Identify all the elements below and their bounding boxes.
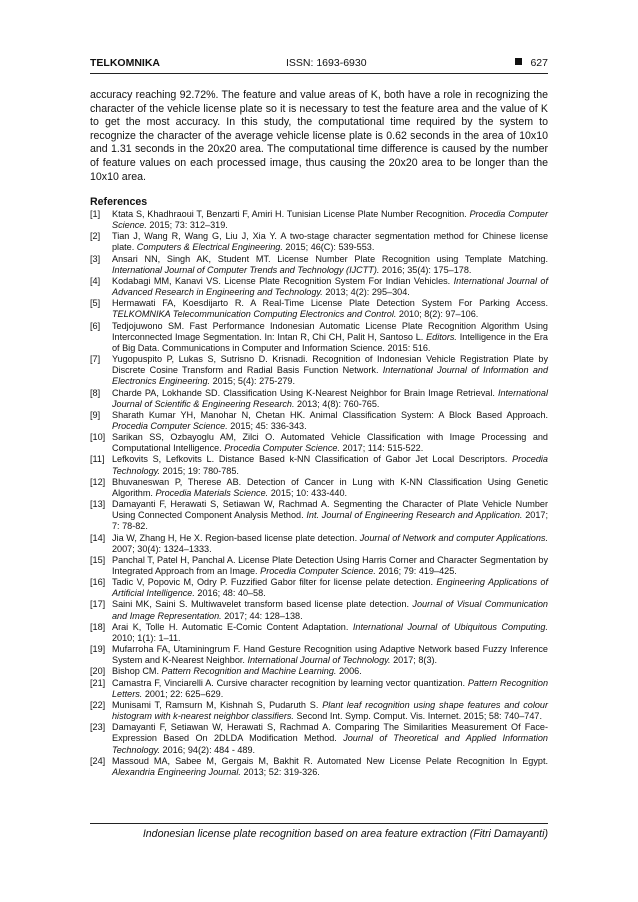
reference-number: [24] [90, 755, 106, 766]
reference-number: [8] [90, 387, 101, 398]
reference-number: [23] [90, 722, 106, 733]
running-title: Indonesian license plate recognition based on area feature extraction (Fitri Damayanti) [142, 828, 548, 840]
reference-text: Lefkovits S, Lefkovits L. Distance Based k-NN Classification of Gabor Jet Local Descriptors. [112, 454, 513, 465]
reference-item [90, 644, 548, 666]
reference-list [90, 209, 548, 778]
reference-item [90, 756, 548, 778]
reference-venue: International Journal of Information and Electronics Engineering. [112, 365, 549, 387]
body-paragraph: accuracy reaching 92.72%. The feature and value areas of K, both have a role in recognizing the character of the vehicle license plate so it is necessary to test the feature area and the value of K to get the most accuracy. In this study, the computational time required by the system to recognize the character of the average vehicle license plate is 0.62 seconds in the area of 10x10 and 1.31 seconds in the 20x20 area. The computational time difference is caused by the number of feature values on each processed image, thus causing the 20x20 area to be longer than the 10x10 area. [90, 89, 548, 183]
reference-details: Intelligence in the Era of Big Data. Communications in Computer and Information Science. 2015: 516. [112, 331, 548, 353]
reference-details: 2015; 73: 312–319. [146, 220, 228, 231]
reference-text: Massoud MA, Sabee M, Gergais M, Bakhit R. Automated New License Pelate Recognition In Egypt. [112, 755, 548, 766]
reference-venue: Journal of Theoretical and Applied Information Technology. [112, 733, 548, 755]
reference-item [90, 666, 548, 677]
reference-details: 2006. [336, 666, 362, 677]
reference-item [90, 577, 548, 599]
reference-number: [12] [90, 476, 106, 487]
reference-venue: Int. Journal of Engineering Research and Application. [306, 510, 523, 521]
reference-number: [13] [90, 499, 106, 510]
reference-item [90, 276, 548, 298]
reference-venue: Alexandria Engineering Journal. [112, 766, 241, 777]
reference-text: Damayanti F, Setiawan W, Herawati S, Rachmad A. Comparing The Similarities Measurement Of Face- Expression Based On 2DLDA Modification Method. [112, 722, 548, 744]
reference-number: [3] [90, 253, 101, 264]
reference-details: 2013; 52: 319-326. [240, 766, 320, 777]
reference-item [90, 599, 548, 621]
reference-number: [4] [90, 275, 101, 286]
reference-venue: Journal of Network and computer Applications. [359, 532, 548, 543]
reference-venue: Procedia Materials Science. [155, 487, 269, 498]
reference-details: 2017; 8(3). [390, 655, 438, 666]
reference-number: [7] [90, 354, 101, 365]
reference-item [90, 700, 548, 722]
reference-item [90, 321, 548, 354]
reference-venue: Journal of Visual Communication and Image Representation. [112, 599, 548, 621]
reference-venue: Engineering Applications of Artificial Intelligence. [112, 577, 548, 599]
reference-item [90, 678, 548, 700]
reference-details: 2017; 114: 515-522. [339, 443, 424, 454]
reference-venue: Editors. [426, 331, 457, 342]
reference-venue: International Journal of Computer Trends and Technology (IJCTT). [112, 264, 380, 275]
issn: ISSN: 1693-6930 [286, 57, 367, 69]
reference-number: [10] [90, 432, 106, 443]
reference-venue: International Journal of Technology. [247, 655, 391, 666]
reference-number: [14] [90, 532, 106, 543]
reference-venue: Pattern Recognition and Machine Learning. [161, 666, 337, 677]
reference-details: 2016; 94(2): 484 - 489. [160, 744, 256, 755]
reference-details: 2016; 48: 40–58. [194, 588, 266, 599]
reference-number: [5] [90, 298, 101, 309]
reference-number: [21] [90, 677, 106, 688]
reference-item [90, 354, 548, 387]
reference-item [90, 298, 548, 320]
reference-details: 2016; 35(4): 175–178. [379, 264, 472, 275]
reference-number: [11] [90, 454, 105, 465]
reference-text: Sharath Kumar YH, Manohar N, Chetan HK. Animal Classification System: A Block Based Approach. [112, 409, 548, 420]
reference-item [90, 622, 548, 644]
reference-text: Arai K, Tolle H. Automatic E-Comic Content Adaptation. [112, 621, 353, 632]
page-number-group [515, 57, 548, 69]
reference-text: Mufarroha FA, Utaminingrum F. Hand Gesture Recognition using Adaptive Network based Fuzzy Inference System and K-Nearest Neighbor. [112, 644, 548, 666]
footer-rule [90, 823, 548, 824]
references-heading: References [90, 196, 148, 208]
header-rule [90, 73, 548, 74]
reference-text: Jia W, Zhang H, He X. Region-based license plate detection. [112, 532, 360, 543]
reference-details: 2013; 4(2): 295–304. [322, 287, 410, 298]
reference-details: 2015; 45: 336-343. [227, 420, 307, 431]
reference-item [90, 499, 548, 532]
reference-item [90, 388, 548, 410]
reference-venue: TELKOMNIKA Telecommunication Computing Electronics and Control. [112, 309, 397, 320]
reference-details: Second Int. Symp. Comput. Vis. Internet. 2015; 58: 740–747. [293, 711, 542, 722]
reference-details: 2017; 44: 128–138. [221, 610, 303, 621]
reference-number: [17] [90, 599, 106, 610]
reference-details: 2001; 22: 625–629. [142, 688, 224, 699]
reference-item [90, 533, 548, 555]
reference-text: Tadic V, Popovic M, Odry P. Fuzzified Gabor filter for license pelate detection. [112, 577, 437, 588]
reference-item [90, 477, 548, 499]
reference-details: 2015; 10: 433-440. [268, 487, 348, 498]
reference-venue: Computers & Electrical Engineering. [136, 242, 283, 253]
reference-details: 2013; 4(8): 760-765. [294, 398, 380, 409]
reference-item [90, 410, 548, 432]
reference-text: Yugopuspito P, Lukas S, Sutrisno D. Krisnadi. Recognition of Indonesian Vehicle Registration Plate by Discrete Cosine Transform and Radial Basis Function Network. [112, 354, 548, 376]
reference-text: Tian J, Wang R, Wang G, Liu J, Xia Y. A two-stage character segmentation method for Chinese license plate. [112, 231, 548, 253]
page-header [90, 57, 548, 73]
reference-details: 2016; 79: 419–425. [375, 566, 457, 576]
reference-number: [2] [90, 231, 101, 242]
reference-item [90, 432, 548, 454]
reference-text: Camastra F, Vinciarelli A. Cursive character recognition by learning vector quantization. [112, 677, 468, 688]
reference-number: [19] [90, 644, 106, 655]
reference-item [90, 722, 548, 755]
reference-venue: Procedia Technology. [112, 454, 548, 476]
reference-details: 2010; 1(1): 1–11. [112, 632, 181, 643]
reference-text: Hermawati FA, Koesdijarto R. A Real-Time License Plate Detection System For Parking Access. [112, 298, 548, 309]
reference-item [90, 555, 548, 577]
reference-number: [22] [90, 699, 106, 710]
reference-text: Sarikan SS, Ozbayoglu AM, Zilci O. Automated Vehicle Classification with Image Processing and Computational Intelligence. [112, 432, 548, 454]
reference-venue: International Journal of Scientific & Engineering Research. [112, 387, 548, 409]
reference-details: 2010; 8(2): 97–106. [396, 309, 479, 320]
reference-number: [6] [90, 320, 101, 331]
reference-details: 2015; 5(4): 275-279. [210, 376, 296, 387]
reference-item [90, 454, 548, 476]
reference-number: [18] [90, 621, 106, 632]
reference-text: Munisami T, Ramsurn M, Kishnah S, Pudaruth S. [112, 699, 323, 710]
reference-details: 2017; 7: 78-82. [112, 510, 548, 532]
reference-text: Tedjojuwono SM. Fast Performance Indonesian Automatic License Plate Recognition Algorithm Using Interconnected Image Segmentation. In: Intan R, Chi CH, Palit H, Santoso L. [112, 320, 548, 342]
reference-item [90, 209, 548, 231]
reference-venue: Procedia Computer Science. [112, 420, 228, 431]
reference-venue: Procedia Computer Science. [224, 443, 340, 454]
reference-number: [20] [90, 666, 106, 677]
reference-details: 2015; 46(C): 539-553. [282, 242, 375, 253]
reference-venue: Procedia Computer Science. [260, 566, 376, 576]
journal-name: TELKOMNIKA [90, 57, 160, 69]
square-bullet-icon [515, 58, 522, 65]
reference-number: [15] [90, 554, 106, 565]
reference-item [90, 231, 548, 253]
reference-text: Damayanti F, Herawati S, Setiawan W, Rachmad A. Segmenting the Character of Plate Vehicle Number Using Connected Component Analysis Method. [112, 499, 548, 521]
reference-venue: Pattern Recognition Letters. [112, 677, 549, 699]
reference-text: Ktata S, Khadhraoui T, Benzarti F, Amiri H. Tunisian License Plate Number Recognition. [112, 209, 470, 219]
reference-text: Ansari NN, Singh AK, Student MT. License Number Plate Recognition using Template Matching. [112, 253, 548, 264]
reference-text: Bhuvaneswan P, Therese AB. Detection of Cancer in Lung with K-NN Classification Using Genetic Algorithm. [112, 476, 548, 498]
reference-venue: Plant leaf recognition using shape features and colour histogram with k-nearest neighbor classifiers. [112, 699, 548, 722]
reference-venue: International Journal of Ubiquitous Computing. [352, 621, 548, 632]
reference-text: Saini MK, Saini S. Multiwavelet transform based license plate detection. [112, 599, 413, 610]
reference-text: Kodabagi MM, Kanavi VS. License Plate Recognition System For Indian Vehicles. [112, 275, 454, 286]
reference-venue: Procedia Computer Science. [112, 209, 548, 231]
page-number: 627 [530, 57, 548, 69]
reference-text: Panchal T, Patel H, Panchal A. License Plate Detection Using Harris Corner and Character Segmentation by Integrated Approach from an Image. [112, 554, 548, 576]
reference-text: Charde PA, Lokhande SD. Classification Using K-Nearest Neighbor for Brain Image Retrieval. [112, 387, 498, 398]
reference-text: Bishop CM. [112, 666, 162, 677]
reference-number: [16] [90, 577, 106, 588]
reference-details: 2015; 19: 780-785. [160, 465, 239, 476]
reference-number: [9] [90, 409, 101, 420]
reference-venue: International Journal of Advanced Research in Engineering and Technology. [112, 275, 548, 298]
reference-details: 2007; 30(4): 1324–1333. [112, 543, 212, 554]
reference-item [90, 254, 548, 276]
reference-number: [1] [90, 209, 101, 219]
